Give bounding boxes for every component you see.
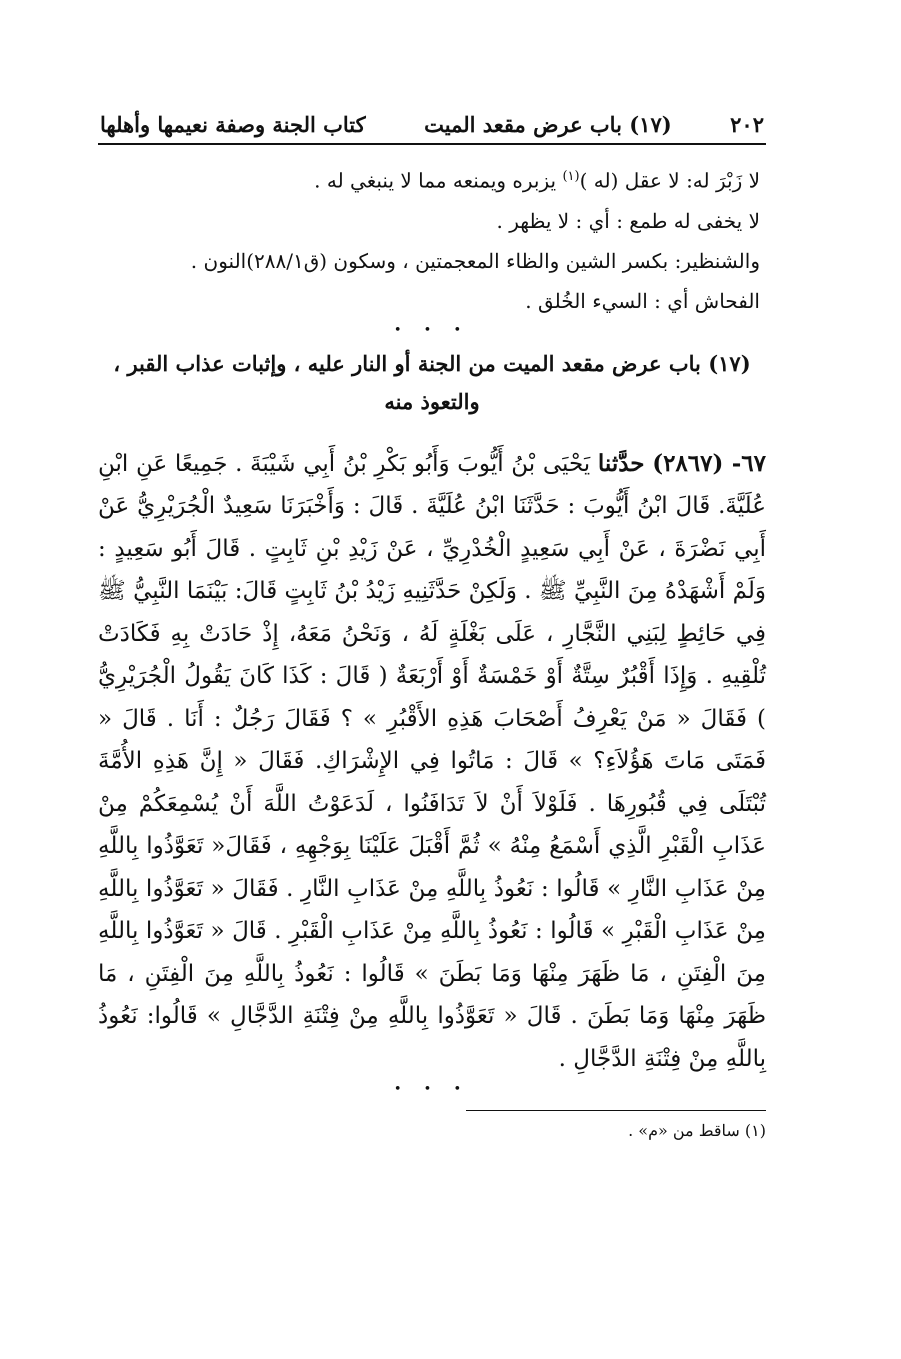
gloss-line: الفحاش أي : السيء الخُلق . — [525, 288, 760, 313]
glosses — [98, 157, 766, 321]
hadith-text — [98, 443, 766, 1081]
section-title-line: والتعوذ منه — [384, 388, 480, 414]
hadith-body: يَحْيَى بْنُ أَيُّوبَ وَأَبُو بَكْرِ بْنُ أَبِي شَيْبَةَ . جَمِيعًا عَنِ ابْنِ عُلَيَّةَ. قَالَ ابْنُ أَيُّوبَ : حَدَّثَنَا ابْنُ عُلَيَّةَ . قَالَ : وَأَخْبَرَنَا سَعِيدٌ الْجُرَيْرِيُّ عَنْ أَبِي نَضْرَةَ ، عَنْ أَبِي سَعِيدٍ الْخُدْرِيِّ ، عَنْ زَيْدِ بْنِ ثَابِتٍ . قَالَ أَبُو سَعِيدٍ : وَلَمْ أَشْهَدْهُ مِنَ النَّبِيِّ ﷺ . وَلَكِنْ حَدَّثَنِيهِ زَيْدُ بْنُ ثَابِتٍ قَالَ: بَيْنَمَا النَّبِيُّ ﷺ فِي حَائِطٍ لِبَنِي النَّجَّارِ ، عَلَى بَغْلَةٍ لَهُ ، وَنَحْنُ مَعَهُ، إِذْ حَادَتْ بِهِ فَكَادَتْ تُلْقِيهِ . وَإِذَا أَقْبُرٌ سِتَّةٌ أَوْ خَمْسَةٌ أَوْ أَرْبَعَةٌ ( قَالَ : كَذَا كَانَ يَقُولُ الْجُرَيْرِيُّ ) فَقَالَ « مَنْ يَعْرِفُ أَصْحَابَ هَذِهِ الأَقْبُرِ » ؟ فَقَالَ رَجُلٌ : أَنَا . قَالَ « فَمَتَى مَاتَ هَؤُلاَءِ؟ » قَالَ : مَاتُوا فِي الإِشْرَاكِ. فَقَالَ « إِنَّ هَذِهِ الأُمَّةَ تُبْتَلَى فِي قُبُورِهَا . فَلَوْلاَ أَنْ لاَ تَدَافَنُوا ، لَدَعَوْتُ اللَّهَ أَنْ يُسْمِعَكُمْ مِنْ عَذَابِ الْقَبْرِ الَّذِي أَسْمَعُ مِنْهُ » ثُمَّ أَقْبَلَ عَلَيْنَا بِوَجْهِهِ ، فَقَالَ« تَعَوَّذُوا بِاللَّهِ مِنْ عَذَابِ النَّارِ » قَالُوا : نَعُوذُ بِاللَّهِ مِنْ عَذَابِ النَّارِ . فَقَالَ « تَعَوَّذُوا بِاللَّهِ مِنْ عَذَابِ الْقَبْرِ » قَالُوا : نَعُوذُ بِاللَّهِ مِنْ عَذَابِ الْقَبْرِ . قَالَ « تَعَوَّذُوا بِاللَّهِ مِنَ الْفِتَنِ ، مَا ظَهَرَ مِنْهَا وَمَا بَطَنَ » قَالُوا : نَعُوذُ بِاللَّهِ مِنَ الْفِتَنِ ، مَا ظَهَرَ مِنْهَا وَمَا بَطَنَ . قَالَ « تَعَوَّذُوا بِاللَّهِ مِنْ فِتْنَةِ الدَّجَّالِ » قَالُوا: نَعُوذُ بِاللَّهِ مِنْ فِتْنَةِ الدَّجَّالِ . — [98, 450, 766, 1072]
book-page — [98, 112, 766, 1140]
gloss-text: يزبره ويمنعه مما لا ينبغي له . — [314, 168, 557, 193]
gloss-text: لا زَبْرَ له: لا عقل (له ) — [579, 168, 760, 193]
chapter-heading: (١٧) باب عرض مقعد الميت — [424, 112, 672, 137]
running-header — [98, 112, 766, 145]
footnote-ref: (١) — [562, 169, 580, 184]
page-number: ٢٠٢ — [730, 112, 764, 137]
separator: • • • — [393, 1082, 471, 1098]
section-title — [98, 345, 766, 421]
hadith-lead: حدَّثنا — [597, 449, 645, 477]
footnote-divider — [466, 1110, 766, 1111]
book-heading: كتاب الجنة وصفة نعيمها وأهلها — [100, 112, 366, 137]
hadith-number: ٦٧- (٢٨٦٧) — [652, 449, 767, 477]
gloss-line: لا يخفى له طمع : أي : لا يظهر . — [496, 208, 760, 233]
section-title-line: (١٧) باب عرض مقعد الميت من الجنة أو النار عليه ، وإثبات عذاب القبر ، — [113, 350, 751, 376]
gloss-line — [98, 157, 760, 201]
gloss-line: والشنظير: بكسر الشين والظاء المعجمتين ، وسكون (ق٢٨٨/١)النون . — [190, 248, 760, 273]
footnote: (١) ساقط من «م» . — [628, 1121, 766, 1141]
separator: • • • — [393, 322, 471, 338]
